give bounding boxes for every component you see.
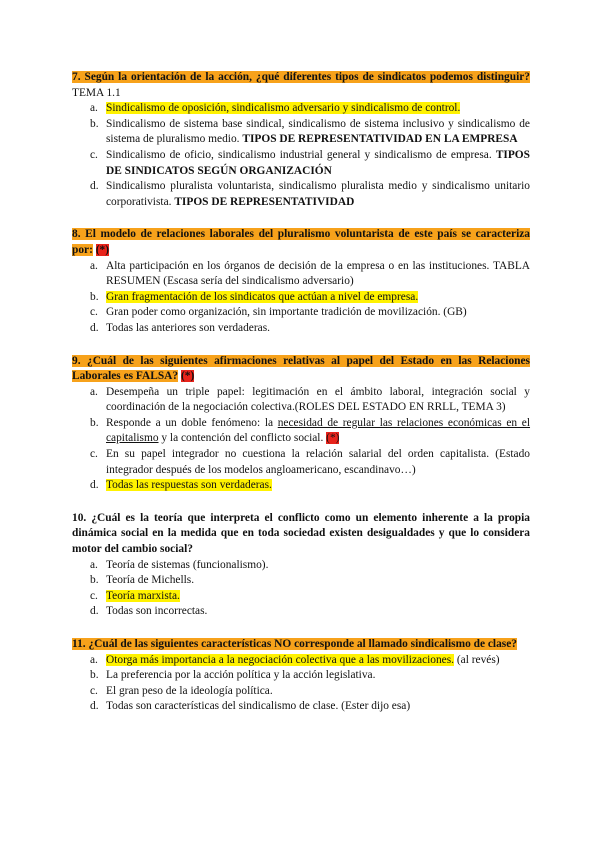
question-7-note: TEMA 1.1 <box>72 86 121 99</box>
option-tag: TIPOS DE REPRESENTATIVIDAD <box>174 195 355 208</box>
question-8 <box>72 227 530 336</box>
question-11-stem: 11. ¿Cuál de las siguientes características NO corresponde al llamado sindicalismo de clase? <box>72 638 517 650</box>
option-letter: d. <box>90 479 99 492</box>
option-tag: TIPOS DE REPRESENTATIVIDAD EN LA EMPRESA <box>242 133 518 146</box>
question-7-options <box>72 101 530 210</box>
question-10-option-c <box>72 589 530 605</box>
question-7-stem: 7. Según la orientación de la acción, ¿qué diferentes tipos de sindicatos podemos distinguir? <box>72 71 530 83</box>
option-letter: a. <box>90 259 98 272</box>
option-letter: c. <box>90 448 98 461</box>
question-11-option-b <box>72 668 530 684</box>
option-text: Alta participación en los órganos de decisión de la empresa o en las instituciones. TABLA RESUMEN (Escasa sería del sindicalismo adversario) <box>106 259 530 288</box>
question-9-stem: 9. ¿Cuál de las siguientes afirmaciones relativas al papel del Estado en las Relaciones Laborales es FALSA? <box>72 354 530 383</box>
option-text: Gran fragmentación de los sindicatos que actúan a nivel de empresa. <box>106 290 419 303</box>
option-letter: d. <box>90 700 99 713</box>
question-11-text <box>72 637 530 653</box>
option-text: Todas son características del sindicalismo de clase. <box>106 700 339 713</box>
question-9-options <box>72 385 530 494</box>
option-text: Sindicalismo pluralista voluntarista, sindicalismo pluralista medio y sindicalismo unitario corporativista. <box>106 180 530 208</box>
question-9-option-c <box>72 447 530 478</box>
option-letter: d. <box>90 180 99 193</box>
option-text-post: y la contención del conflicto social. <box>158 432 324 445</box>
question-10-option-b <box>72 573 530 589</box>
question-11-option-c <box>72 684 530 700</box>
option-letter: c. <box>90 148 98 161</box>
question-8-options <box>72 259 530 337</box>
question-9 <box>72 354 530 494</box>
option-letter: d. <box>90 321 99 334</box>
option-letter: b. <box>90 574 99 587</box>
option-letter: b. <box>90 290 99 303</box>
option-text: Sindicalismo de oficio, sindicalismo industrial general y sindicalismo de empresa. <box>106 148 496 161</box>
option-letter: a. <box>90 385 98 398</box>
question-8-option-d <box>72 321 530 337</box>
question-10-text: 10. ¿Cuál es la teoría que interpreta el conflicto como un elemento inherente a la propia dinámica social en la medida que en toda sociedad existen desigualdades y que lo considera motor del cambio social? <box>72 511 530 556</box>
option-text: Desempeña un triple papel: legitimación en el ámbito laboral, integración social y coordinación de la negociación colectiva.(ROLES DEL ESTADO EN RRLL, TEMA 3) <box>106 385 530 414</box>
question-7-option-b <box>72 117 530 148</box>
option-note: (al revés) <box>454 653 500 666</box>
question-10-option-a <box>72 558 530 574</box>
option-letter: a. <box>90 653 98 666</box>
question-9-option-a <box>72 385 530 416</box>
question-10 <box>72 511 530 620</box>
question-11-option-d <box>72 699 530 715</box>
option-text: Sindicalismo de sistema base sindical, sindicalismo de sistema inclusivo y sindicalismo de sistema de pluralismo medio. <box>106 117 530 146</box>
question-7-option-a <box>72 101 530 117</box>
option-letter: c. <box>90 684 98 697</box>
question-8-option-b <box>72 290 530 306</box>
option-text: El gran peso de la ideología política. <box>106 684 273 697</box>
option-letter: b. <box>90 117 99 130</box>
option-text: La preferencia por la acción política y la acción legislativa. <box>106 669 376 682</box>
question-10-option-d <box>72 604 530 620</box>
option-tag: TIPOS DE SINDICATOS SEGÚN ORGANIZACIÓN <box>106 148 530 177</box>
option-text: En su papel integrador no cuestiona la relación salarial del orden capitalista. (Estado integrador después de los modelos angloamericano, escandinavo…) <box>106 448 530 476</box>
question-7 <box>72 70 530 210</box>
option-letter: a. <box>90 558 98 571</box>
question-8-text <box>72 227 530 258</box>
question-8-mark: (*) <box>95 243 110 256</box>
option-text: Gran poder como organización, sin importante tradición de movilización. (GB) <box>106 306 467 319</box>
option-letter: a. <box>90 102 98 115</box>
question-8-stem: 8. El modelo de relaciones laborales del pluralismo voluntarista de este país se caracteriza por: <box>72 228 530 256</box>
question-11-option-a <box>72 653 530 669</box>
option-letter: d. <box>90 605 99 618</box>
option-letter: b. <box>90 416 99 429</box>
option-text: Teoría marxista. <box>106 589 180 602</box>
option-text: Teoría de sistemas (funcionalismo). <box>106 558 269 571</box>
option-text: Todas las respuestas son verdaderas. <box>106 479 272 492</box>
question-10-options <box>72 558 530 620</box>
question-11-options <box>72 653 530 715</box>
question-9-text <box>72 354 530 385</box>
question-7-option-d <box>72 179 530 210</box>
option-letter: c. <box>90 589 98 602</box>
option-text: Teoría de Michells. <box>106 574 195 587</box>
option-text: Todas son incorrectas. <box>106 605 208 618</box>
question-9-option-d <box>72 478 530 494</box>
question-11 <box>72 637 530 715</box>
question-8-option-c <box>72 305 530 321</box>
option-letter: c. <box>90 306 98 319</box>
option-text: Otorga más importancia a la negociación colectiva que a las movilizaciones. <box>106 653 455 666</box>
option-text-pre: Responde a un doble fenómeno: la <box>106 416 278 429</box>
option-mark: (*) <box>326 432 340 445</box>
question-9-option-b <box>72 416 530 447</box>
question-9-mark: (*) <box>180 370 195 383</box>
option-letter: b. <box>90 669 99 682</box>
question-7-option-c <box>72 148 530 179</box>
question-7-text <box>72 70 530 101</box>
option-text: Sindicalismo de oposición, sindicalismo adversario y sindicalismo de control. <box>106 102 461 115</box>
option-text: Todas las anteriores son verdaderas. <box>106 321 270 334</box>
option-note: (Ester dijo esa) <box>338 700 411 713</box>
question-8-option-a <box>72 259 530 290</box>
option-text-underlined: necesidad de regular las relaciones económicas en el capitalismo <box>106 416 531 445</box>
